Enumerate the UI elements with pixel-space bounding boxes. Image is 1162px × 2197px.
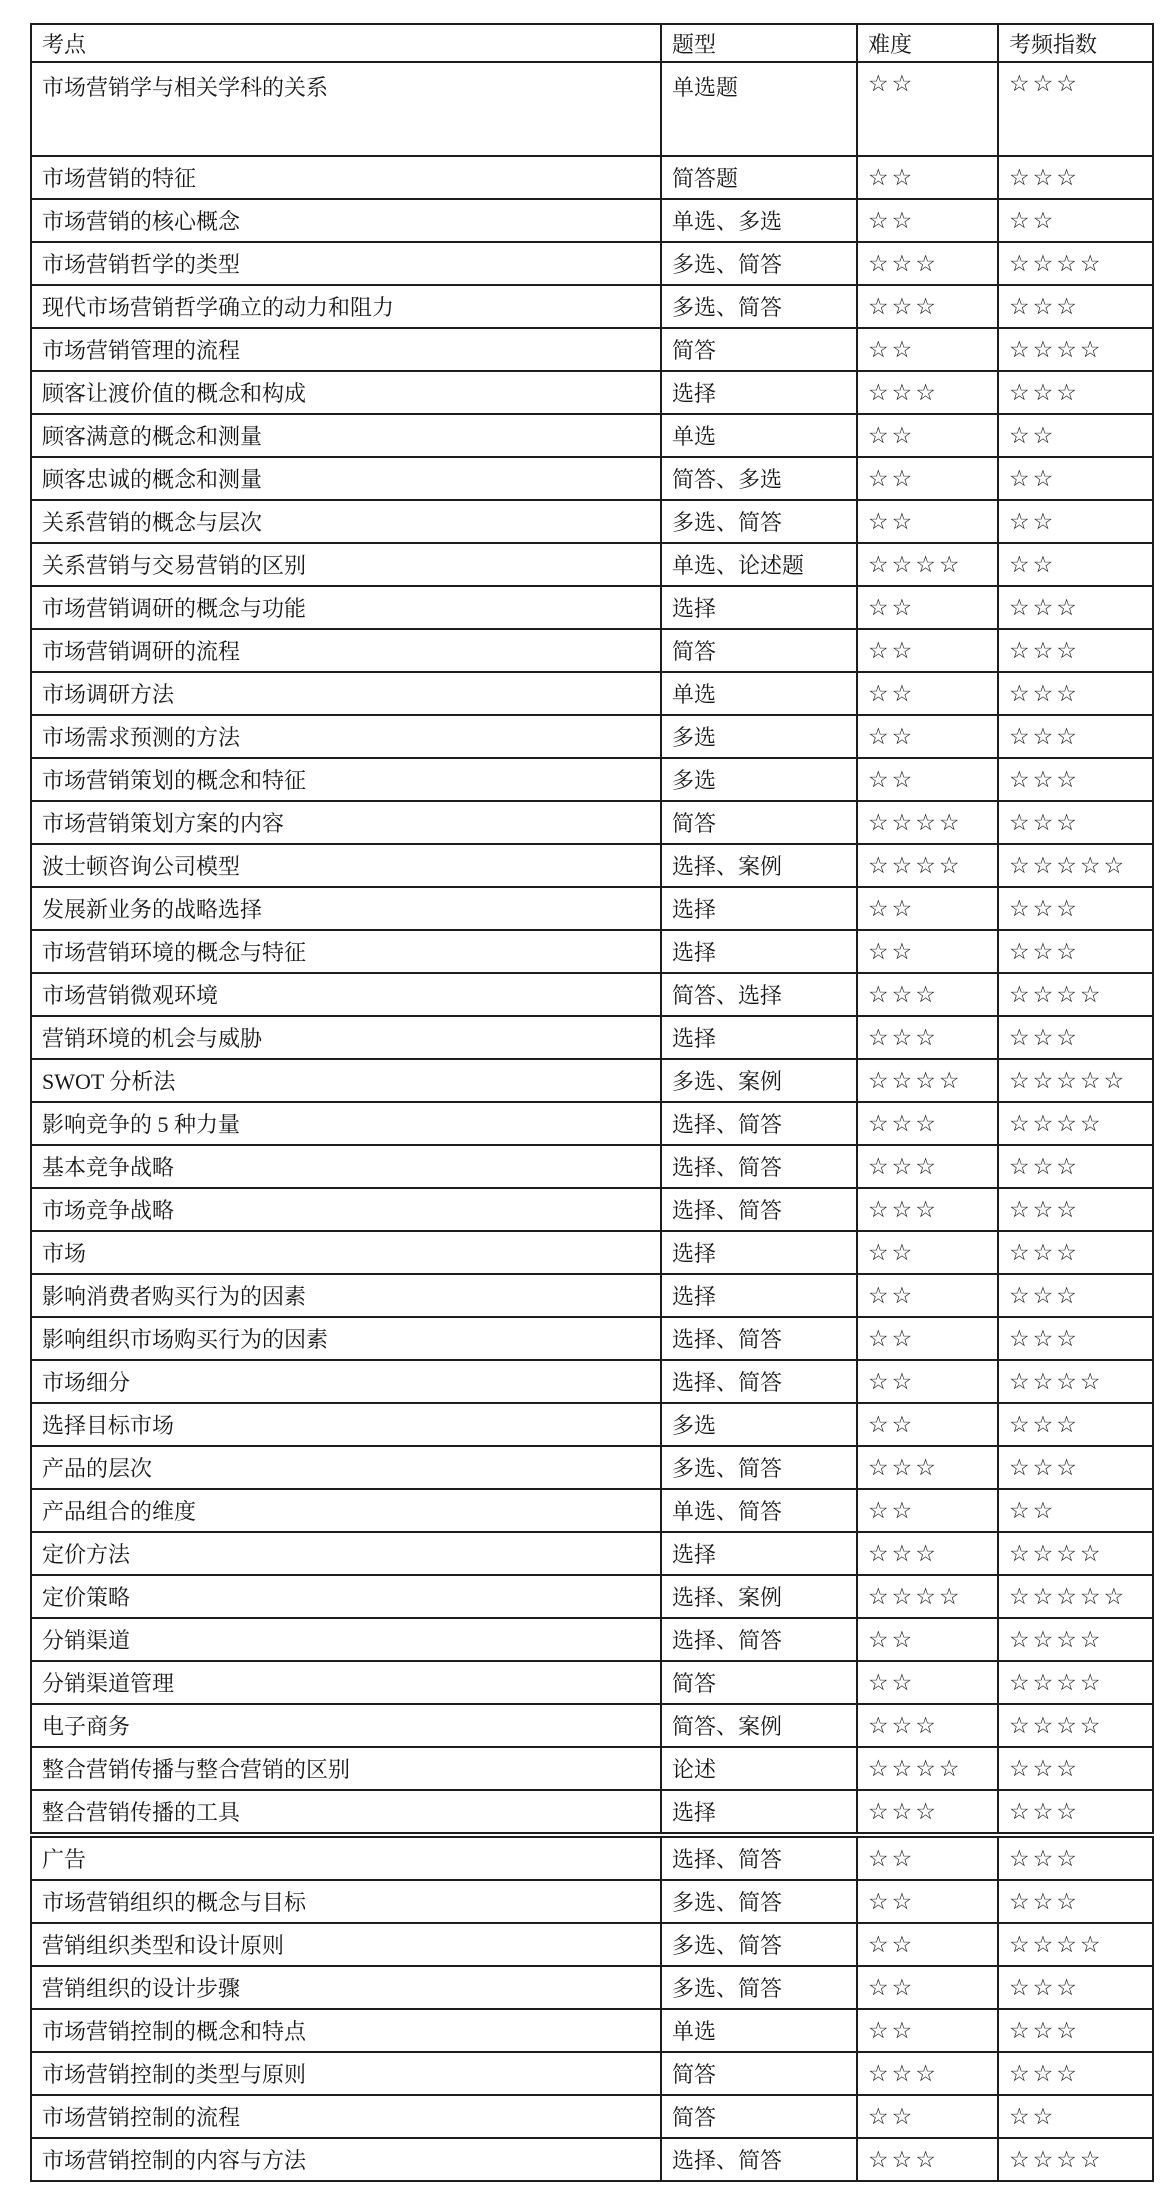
- topic-cell: 顾客忠诚的概念和测量: [31, 457, 661, 500]
- difficulty-stars: ☆☆: [857, 1489, 998, 1532]
- frequency-stars: ☆☆: [998, 500, 1153, 543]
- frequency-stars: ☆☆☆: [998, 1231, 1153, 1274]
- frequency-stars: ☆☆: [998, 457, 1153, 500]
- topic-cell: 产品组合的维度: [31, 1489, 661, 1532]
- difficulty-stars: ☆☆: [857, 2009, 998, 2052]
- exam-points-table-continued: [30, 1836, 1154, 2182]
- frequency-stars: ☆☆: [998, 199, 1153, 242]
- frequency-stars: ☆☆☆: [998, 1188, 1153, 1231]
- difficulty-stars: ☆☆: [857, 1403, 998, 1446]
- difficulty-stars: ☆☆☆: [857, 1016, 998, 1059]
- table-row: [31, 1489, 1153, 1532]
- topic-cell: SWOT 分析法: [31, 1059, 661, 1102]
- difficulty-stars: ☆☆☆: [857, 1145, 998, 1188]
- table-row: [31, 1188, 1153, 1231]
- table-row: [31, 1403, 1153, 1446]
- frequency-stars: ☆☆: [998, 2095, 1153, 2138]
- frequency-stars: ☆☆☆: [998, 801, 1153, 844]
- table-row: [31, 1618, 1153, 1661]
- difficulty-stars: ☆☆: [857, 328, 998, 371]
- table-row: [31, 1661, 1153, 1704]
- difficulty-stars: ☆☆: [857, 457, 998, 500]
- frequency-stars: ☆☆☆☆: [998, 2138, 1153, 2181]
- table-row: [31, 973, 1153, 1016]
- difficulty-stars: ☆☆☆: [857, 371, 998, 414]
- table-row: [31, 1575, 1153, 1618]
- frequency-stars: ☆☆☆: [998, 930, 1153, 973]
- question-type-cell: 论述: [661, 1747, 857, 1790]
- difficulty-stars: ☆☆: [857, 500, 998, 543]
- question-type-cell: 简答、选择: [661, 973, 857, 1016]
- table-row: [31, 1274, 1153, 1317]
- frequency-stars: ☆☆☆☆: [998, 242, 1153, 285]
- frequency-stars: ☆☆☆: [998, 2009, 1153, 2052]
- table-row: [31, 62, 1153, 156]
- question-type-cell: 选择、简答: [661, 1145, 857, 1188]
- frequency-stars: ☆☆☆: [998, 285, 1153, 328]
- difficulty-stars: ☆☆: [857, 1880, 998, 1923]
- table-row: [31, 1360, 1153, 1403]
- question-type-cell: 简答题: [661, 156, 857, 199]
- difficulty-stars: ☆☆☆: [857, 2052, 998, 2095]
- difficulty-stars: ☆☆: [857, 930, 998, 973]
- difficulty-stars: ☆☆☆: [857, 1102, 998, 1145]
- table-row: [31, 2095, 1153, 2138]
- topic-cell: 影响竞争的 5 种力量: [31, 1102, 661, 1145]
- question-type-cell: 选择: [661, 586, 857, 629]
- frequency-stars: ☆☆: [998, 414, 1153, 457]
- table-row: [31, 586, 1153, 629]
- topic-cell: 市场营销控制的类型与原则: [31, 2052, 661, 2095]
- table-row: [31, 1145, 1153, 1188]
- table-row: [31, 1966, 1153, 2009]
- table-row: [31, 1790, 1153, 1833]
- topic-cell: 市场营销调研的流程: [31, 629, 661, 672]
- table-row: [31, 371, 1153, 414]
- difficulty-stars: ☆☆: [857, 1274, 998, 1317]
- difficulty-stars: ☆☆: [857, 1923, 998, 1966]
- topic-cell: 市场营销策划的概念和特征: [31, 758, 661, 801]
- frequency-stars: ☆☆☆☆☆: [998, 1059, 1153, 1102]
- frequency-stars: ☆☆☆: [998, 672, 1153, 715]
- frequency-stars: ☆☆☆☆: [998, 1618, 1153, 1661]
- header-topic: 考点: [31, 24, 661, 62]
- difficulty-stars: ☆☆☆☆: [857, 543, 998, 586]
- question-type-cell: 单选、多选: [661, 199, 857, 242]
- frequency-stars: ☆☆☆: [998, 1403, 1153, 1446]
- topic-cell: 分销渠道管理: [31, 1661, 661, 1704]
- frequency-stars: ☆☆☆: [998, 1317, 1153, 1360]
- table-row: [31, 2138, 1153, 2181]
- question-type-cell: 选择: [661, 887, 857, 930]
- topic-cell: 市场营销策划方案的内容: [31, 801, 661, 844]
- frequency-stars: ☆☆☆☆☆: [998, 1575, 1153, 1618]
- topic-cell: 市场调研方法: [31, 672, 661, 715]
- difficulty-stars: ☆☆: [857, 1317, 998, 1360]
- table-row: [31, 500, 1153, 543]
- question-type-cell: 多选: [661, 715, 857, 758]
- topic-cell: 影响组织市场购买行为的因素: [31, 1317, 661, 1360]
- frequency-stars: ☆☆☆☆: [998, 1532, 1153, 1575]
- table-row: [31, 2052, 1153, 2095]
- frequency-stars: ☆☆☆: [998, 1016, 1153, 1059]
- question-type-cell: 多选: [661, 1403, 857, 1446]
- question-type-cell: 多选、简答: [661, 285, 857, 328]
- topic-cell: 市场营销学与相关学科的关系: [31, 62, 661, 156]
- difficulty-stars: ☆☆: [857, 1231, 998, 1274]
- difficulty-stars: ☆☆: [857, 62, 998, 156]
- question-type-cell: 简答: [661, 629, 857, 672]
- topic-cell: 电子商务: [31, 1704, 661, 1747]
- frequency-stars: ☆☆☆☆: [998, 1704, 1153, 1747]
- table-row: [31, 1102, 1153, 1145]
- question-type-cell: 选择、简答: [661, 1102, 857, 1145]
- table-row: [31, 242, 1153, 285]
- frequency-stars: ☆☆☆☆: [998, 1923, 1153, 1966]
- topic-cell: 市场营销控制的内容与方法: [31, 2138, 661, 2181]
- question-type-cell: 简答、多选: [661, 457, 857, 500]
- frequency-stars: ☆☆☆: [998, 758, 1153, 801]
- question-type-cell: 多选、简答: [661, 1880, 857, 1923]
- difficulty-stars: ☆☆☆☆: [857, 1747, 998, 1790]
- difficulty-stars: ☆☆☆☆: [857, 844, 998, 887]
- difficulty-stars: ☆☆: [857, 1360, 998, 1403]
- difficulty-stars: ☆☆: [857, 715, 998, 758]
- table-row: [31, 2009, 1153, 2052]
- topic-cell: 关系营销的概念与层次: [31, 500, 661, 543]
- topic-cell: 波士顿咨询公司模型: [31, 844, 661, 887]
- difficulty-stars: ☆☆☆: [857, 242, 998, 285]
- frequency-stars: ☆☆☆: [998, 1274, 1153, 1317]
- difficulty-stars: ☆☆☆: [857, 1790, 998, 1833]
- table-row: [31, 715, 1153, 758]
- difficulty-stars: ☆☆: [857, 1837, 998, 1880]
- topic-cell: 营销环境的机会与威胁: [31, 1016, 661, 1059]
- question-type-cell: 选择: [661, 1790, 857, 1833]
- question-type-cell: 简答: [661, 2052, 857, 2095]
- topic-cell: 整合营销传播的工具: [31, 1790, 661, 1833]
- topic-cell: 影响消费者购买行为的因素: [31, 1274, 661, 1317]
- header-question-type: 题型: [661, 24, 857, 62]
- difficulty-stars: ☆☆: [857, 586, 998, 629]
- header-difficulty: 难度: [857, 24, 998, 62]
- table-row: [31, 156, 1153, 199]
- topic-cell: 广告: [31, 1837, 661, 1880]
- question-type-cell: 单选: [661, 672, 857, 715]
- frequency-stars: ☆☆☆: [998, 371, 1153, 414]
- question-type-cell: 多选、简答: [661, 1966, 857, 2009]
- table-row: [31, 930, 1153, 973]
- frequency-stars: ☆☆☆☆: [998, 1102, 1153, 1145]
- frequency-stars: ☆☆☆: [998, 1966, 1153, 2009]
- topic-cell: 市场营销调研的概念与功能: [31, 586, 661, 629]
- table-row: [31, 758, 1153, 801]
- question-type-cell: 单选、简答: [661, 1489, 857, 1532]
- question-type-cell: 选择: [661, 1274, 857, 1317]
- exam-points-table: [30, 23, 1154, 1834]
- difficulty-stars: ☆☆: [857, 1618, 998, 1661]
- table-row: [31, 844, 1153, 887]
- topic-cell: 市场竞争战略: [31, 1188, 661, 1231]
- difficulty-stars: ☆☆: [857, 1661, 998, 1704]
- topic-cell: 营销组织类型和设计原则: [31, 1923, 661, 1966]
- topic-cell: 市场营销组织的概念与目标: [31, 1880, 661, 1923]
- question-type-cell: 简答: [661, 2095, 857, 2138]
- frequency-stars: ☆☆: [998, 543, 1153, 586]
- table-row: [31, 629, 1153, 672]
- frequency-stars: ☆☆☆: [998, 2052, 1153, 2095]
- question-type-cell: 多选: [661, 758, 857, 801]
- frequency-stars: ☆☆☆: [998, 1145, 1153, 1188]
- difficulty-stars: ☆☆: [857, 672, 998, 715]
- frequency-stars: ☆☆: [998, 1489, 1153, 1532]
- difficulty-stars: ☆☆: [857, 758, 998, 801]
- question-type-cell: 简答: [661, 328, 857, 371]
- question-type-cell: 选择: [661, 371, 857, 414]
- topic-cell: 分销渠道: [31, 1618, 661, 1661]
- topic-cell: 现代市场营销哲学确立的动力和阻力: [31, 285, 661, 328]
- table-row: [31, 1059, 1153, 1102]
- table-row: [31, 328, 1153, 371]
- topic-cell: 产品的层次: [31, 1446, 661, 1489]
- difficulty-stars: ☆☆☆: [857, 973, 998, 1016]
- frequency-stars: ☆☆☆: [998, 156, 1153, 199]
- question-type-cell: 多选、简答: [661, 500, 857, 543]
- difficulty-stars: ☆☆☆: [857, 1532, 998, 1575]
- table-row: [31, 1317, 1153, 1360]
- frequency-stars: ☆☆☆: [998, 1747, 1153, 1790]
- frequency-stars: ☆☆☆☆☆: [998, 844, 1153, 887]
- question-type-cell: 单选: [661, 414, 857, 457]
- frequency-stars: ☆☆☆: [998, 62, 1153, 156]
- topic-cell: 市场营销的核心概念: [31, 199, 661, 242]
- question-type-cell: 多选、案例: [661, 1059, 857, 1102]
- topic-cell: 顾客让渡价值的概念和构成: [31, 371, 661, 414]
- table-row: [31, 1532, 1153, 1575]
- frequency-stars: ☆☆☆: [998, 1446, 1153, 1489]
- question-type-cell: 选择、案例: [661, 844, 857, 887]
- question-type-cell: 选择: [661, 1231, 857, 1274]
- table-row: [31, 1231, 1153, 1274]
- topic-cell: 发展新业务的战略选择: [31, 887, 661, 930]
- topic-cell: 市场营销哲学的类型: [31, 242, 661, 285]
- topic-cell: 定价方法: [31, 1532, 661, 1575]
- difficulty-stars: ☆☆☆: [857, 1188, 998, 1231]
- question-type-cell: 选择: [661, 1532, 857, 1575]
- difficulty-stars: ☆☆: [857, 1966, 998, 2009]
- frequency-stars: ☆☆☆☆: [998, 328, 1153, 371]
- question-type-cell: 选择、简答: [661, 1360, 857, 1403]
- table-row: [31, 1016, 1153, 1059]
- difficulty-stars: ☆☆☆: [857, 2138, 998, 2181]
- difficulty-stars: ☆☆: [857, 887, 998, 930]
- frequency-stars: ☆☆☆: [998, 1790, 1153, 1833]
- difficulty-stars: ☆☆: [857, 199, 998, 242]
- table-row: [31, 414, 1153, 457]
- topic-cell: 基本竞争战略: [31, 1145, 661, 1188]
- topic-cell: 市场营销环境的概念与特征: [31, 930, 661, 973]
- table-row: [31, 199, 1153, 242]
- table-row: [31, 285, 1153, 328]
- topic-cell: 市场: [31, 1231, 661, 1274]
- question-type-cell: 选择、简答: [661, 2138, 857, 2181]
- question-type-cell: 简答: [661, 1661, 857, 1704]
- question-type-cell: 选择: [661, 1016, 857, 1059]
- question-type-cell: 选择: [661, 930, 857, 973]
- table-row: [31, 543, 1153, 586]
- topic-cell: 市场营销控制的概念和特点: [31, 2009, 661, 2052]
- question-type-cell: 单选: [661, 2009, 857, 2052]
- topic-cell: 市场营销微观环境: [31, 973, 661, 1016]
- question-type-cell: 多选、简答: [661, 1923, 857, 1966]
- question-type-cell: 选择、简答: [661, 1188, 857, 1231]
- question-type-cell: 选择、简答: [661, 1837, 857, 1880]
- topic-cell: 市场营销的特征: [31, 156, 661, 199]
- question-type-cell: 简答: [661, 801, 857, 844]
- frequency-stars: ☆☆☆☆: [998, 973, 1153, 1016]
- frequency-stars: ☆☆☆: [998, 629, 1153, 672]
- topic-cell: 顾客满意的概念和测量: [31, 414, 661, 457]
- question-type-cell: 简答、案例: [661, 1704, 857, 1747]
- question-type-cell: 单选、论述题: [661, 543, 857, 586]
- difficulty-stars: ☆☆☆☆: [857, 1059, 998, 1102]
- question-type-cell: 单选题: [661, 62, 857, 156]
- topic-cell: 营销组织的设计步骤: [31, 1966, 661, 2009]
- topic-cell: 关系营销与交易营销的区别: [31, 543, 661, 586]
- question-type-cell: 选择、简答: [661, 1618, 857, 1661]
- question-type-cell: 选择、案例: [661, 1575, 857, 1618]
- question-type-cell: 多选、简答: [661, 242, 857, 285]
- difficulty-stars: ☆☆: [857, 414, 998, 457]
- frequency-stars: ☆☆☆: [998, 1880, 1153, 1923]
- topic-cell: 市场细分: [31, 1360, 661, 1403]
- table-row: [31, 1446, 1153, 1489]
- question-type-cell: 选择、简答: [661, 1317, 857, 1360]
- table-row: [31, 1880, 1153, 1923]
- table-header-row: [31, 24, 1153, 62]
- frequency-stars: ☆☆☆: [998, 887, 1153, 930]
- table-row: [31, 1923, 1153, 1966]
- question-type-cell: 多选、简答: [661, 1446, 857, 1489]
- table-row: [31, 887, 1153, 930]
- frequency-stars: ☆☆☆☆: [998, 1661, 1153, 1704]
- frequency-stars: ☆☆☆☆: [998, 1360, 1153, 1403]
- topic-cell: 定价策略: [31, 1575, 661, 1618]
- topic-cell: 市场营销管理的流程: [31, 328, 661, 371]
- topic-cell: 选择目标市场: [31, 1403, 661, 1446]
- header-frequency-index: 考频指数: [998, 24, 1153, 62]
- difficulty-stars: ☆☆: [857, 156, 998, 199]
- difficulty-stars: ☆☆: [857, 629, 998, 672]
- table-row: [31, 1837, 1153, 1880]
- difficulty-stars: ☆☆☆: [857, 1704, 998, 1747]
- topic-cell: 整合营销传播与整合营销的区别: [31, 1747, 661, 1790]
- difficulty-stars: ☆☆☆☆: [857, 1575, 998, 1618]
- frequency-stars: ☆☆☆: [998, 586, 1153, 629]
- topic-cell: 市场营销控制的流程: [31, 2095, 661, 2138]
- frequency-stars: ☆☆☆: [998, 1837, 1153, 1880]
- difficulty-stars: ☆☆☆: [857, 1446, 998, 1489]
- difficulty-stars: ☆☆☆☆: [857, 801, 998, 844]
- difficulty-stars: ☆☆☆: [857, 285, 998, 328]
- table-row: [31, 457, 1153, 500]
- table-row: [31, 1704, 1153, 1747]
- table-row: [31, 801, 1153, 844]
- difficulty-stars: ☆☆: [857, 2095, 998, 2138]
- table-row: [31, 672, 1153, 715]
- table-row: [31, 1747, 1153, 1790]
- frequency-stars: ☆☆☆: [998, 715, 1153, 758]
- topic-cell: 市场需求预测的方法: [31, 715, 661, 758]
